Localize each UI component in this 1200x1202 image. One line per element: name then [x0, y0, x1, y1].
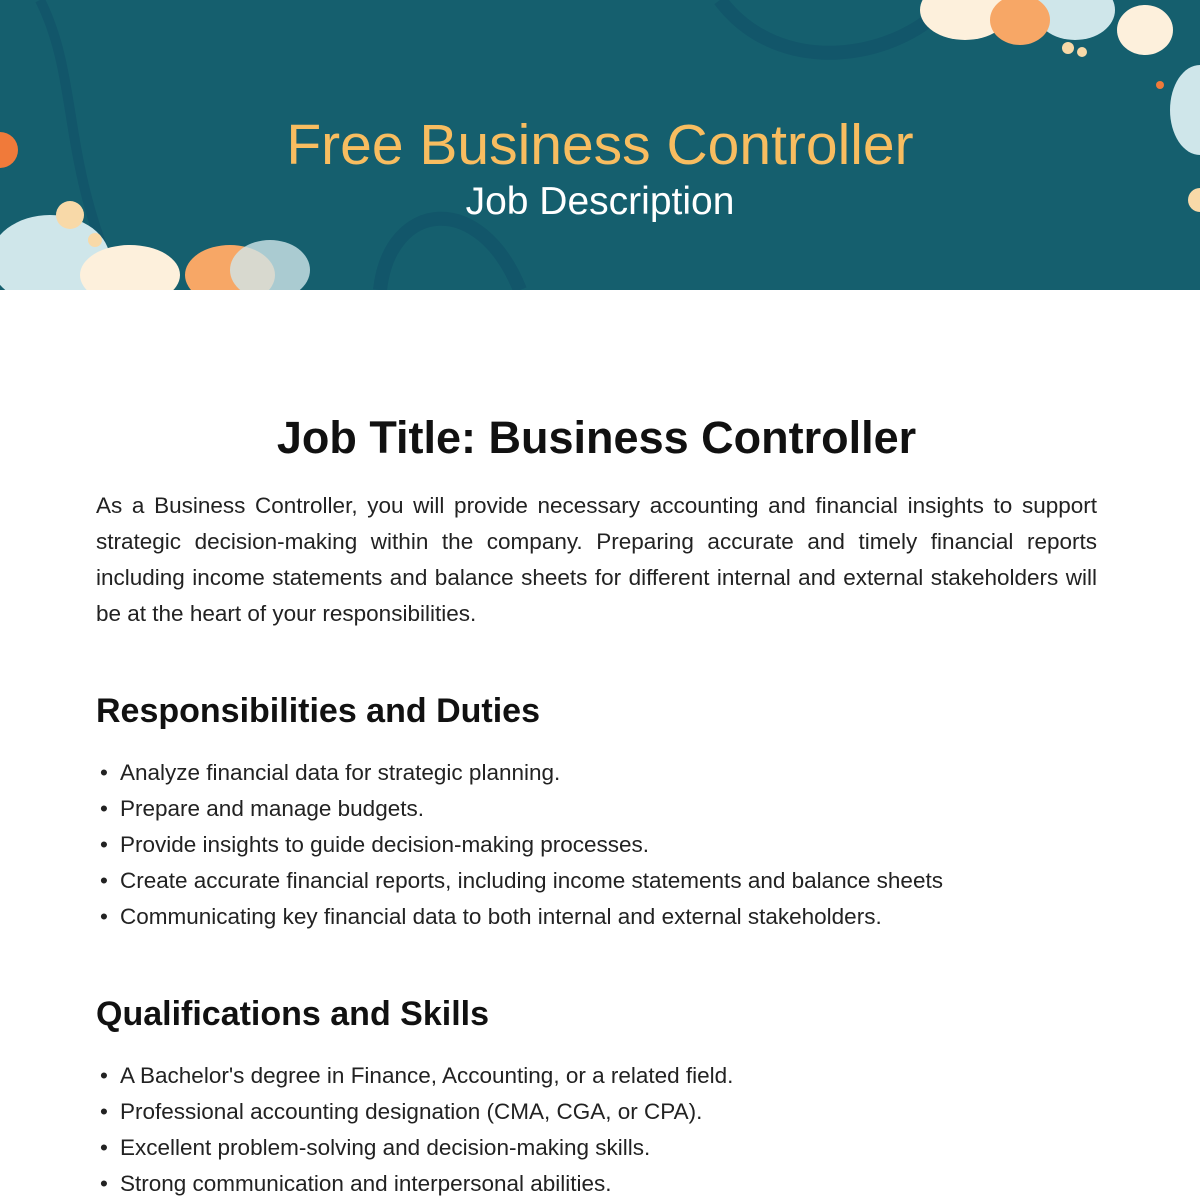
qualifications-list — [96, 1058, 1097, 1202]
header-banner — [0, 0, 1200, 290]
list-item: • A Bachelor's degree in Finance, Accounting, or a related field. — [96, 1058, 1097, 1094]
intro-paragraph: As a Business Controller, you will provide necessary accounting and financial insights to support strategic decision-making within the company. Preparing accurate and timely financial reports including income statements and balance sheets for different internal and external stakeholders will be at the heart of your responsibilities. — [96, 493, 1097, 626]
responsibilities-list — [96, 755, 1097, 935]
section-heading-qualifications: Qualifications and Skills — [96, 995, 489, 1033]
list-item: • Create accurate financial reports, including income statements and balance sheets — [96, 863, 1097, 899]
list-item: • Communicating key financial data to both internal and external stakeholders. — [96, 899, 1097, 935]
list-item: • Professional accounting designation (CMA, CGA, or CPA). — [96, 1094, 1097, 1130]
banner-title: Free Business Controller — [286, 113, 914, 177]
list-item: • Provide insights to guide decision-making processes. — [96, 827, 1097, 863]
list-item: • Excellent problem-solving and decision-making skills. — [96, 1130, 1097, 1166]
list-item: • Prepare and manage budgets. — [96, 791, 1097, 827]
list-item: • Analyze financial data for strategic planning. — [96, 755, 1097, 791]
banner-subtitle: Job Description — [465, 180, 735, 223]
list-item: • Strong communication and interpersonal abilities. — [96, 1166, 1097, 1202]
section-heading-responsibilities: Responsibilities and Duties — [96, 692, 540, 730]
job-title: Job Title: Business Controller — [276, 412, 917, 463]
document-body — [96, 412, 1097, 1202]
